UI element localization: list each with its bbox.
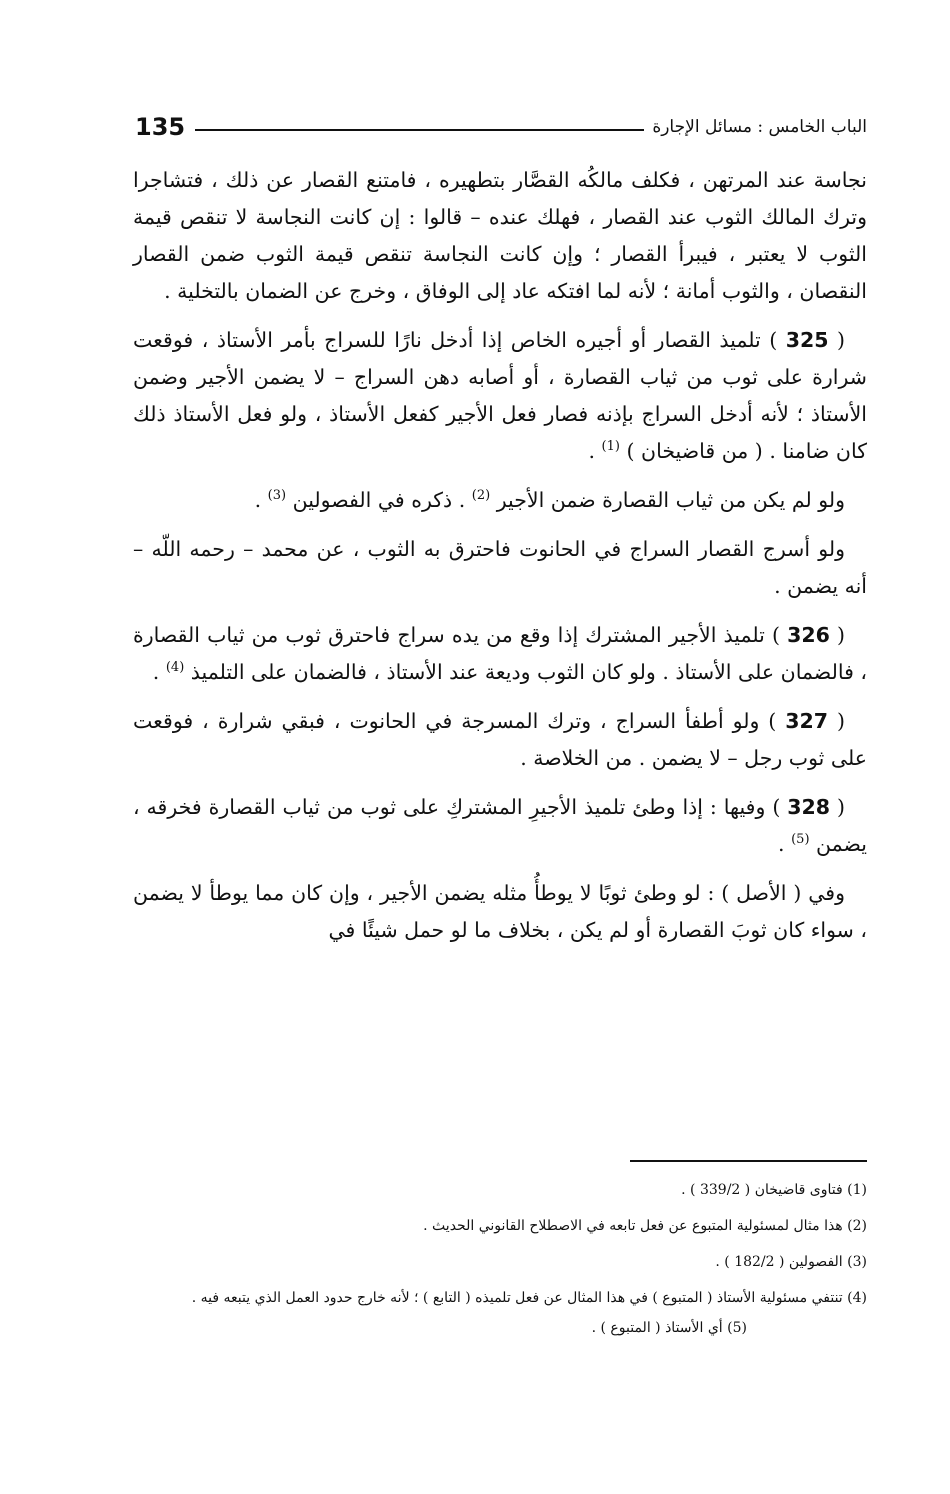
paragraph <box>133 162 867 310</box>
footnotes <box>133 1175 867 1349</box>
footnote-ref[interactable]: (2) <box>471 488 491 504</box>
chapter-title: الباب الخامس : مسائل الإجارة <box>652 117 867 137</box>
paragraph-text: تلميذ الأجير المشترك إذا وقع من يده سراج فاحترق ثوب من ثياب القصارة ، فالضمان على الأستاذ . ولو كان الثوب وديعة عند الأستاذ ، فالضمان على التلميذ <box>133 623 867 684</box>
footnote-ref[interactable]: (4) <box>165 660 185 676</box>
paragraph-entry-328: ( 328 ) وفيها : إذا وطئ تلميذ الأجيرِ المشتركِ على ثوب من ثياب القصارة فخرقه ، يضمن $^{(5)}$ . <box>133 795 867 856</box>
entry-number: 325 <box>785 328 829 352</box>
entry-number: 326 <box>787 623 830 647</box>
paragraph-text: تلميذ القصار أو أجيره الخاص إذا أدخل نارًا للسراج بأمر الأستاذ ، فوقعت شرارة على ثوب من ثياب القصارة ، أو أصابه دهن السراج – لا يضمن الأجير وضمن الأستاذ ؛ لأنه أدخل السراج بإذنه فصار فعل الأجير كفعل الأستاذ ، ولو فعل الأستاذ ذلك كان ضامنا . ( من قاضيخان ) <box>133 328 867 463</box>
paragraph-text: وفيها : إذا وطئ تلميذ الأجيرِ المشتركِ على ثوب من ثياب القصارة فخرقه ، يضمن <box>133 795 867 856</box>
paragraph <box>133 531 867 605</box>
paragraph-text: نجاسة عند المرتهن ، فكلف مالكُه القصَّار بتطهيره ، فامتنع القصار عن ذلك ، فتشاجرا وترك المالك الثوب عند القصار ، فهلك عنده – قالوا : إن كانت النجاسة لا تنقص قيمة الثوب لا يعتبر ، فيبرأ القصار ؛ وإن كانت النجاسة تنقص قيمة الثوب ضمن القصار النقصان ، والثوب أمانة ؛ لأنه لما افتكه عاد إلى الوفاق ، وخرج عن الضمان بالتخلية . <box>133 168 867 303</box>
main-text <box>133 162 867 961</box>
paragraph-tail: . <box>778 832 792 856</box>
footnote-ref[interactable]: (5) <box>791 832 810 848</box>
footnote-ref[interactable]: (3) <box>267 488 287 504</box>
footnote-3: (3) الفصولين ( 182/2 ) . <box>715 1254 867 1270</box>
paragraph-entry-327: ( 327 ) ولو أطفأ السراج ، وترك المسرجة في الحانوت ، فبقي شرارة ، فوقعت على ثوب رجل – لا يضمن . من الخلاصة . <box>133 709 867 770</box>
paragraph-tail: . <box>254 488 268 512</box>
footnote-1: (1) فتاوى قاضيخان ( 339/2 ) . <box>681 1182 867 1198</box>
running-header <box>135 112 867 142</box>
paragraph <box>133 482 867 519</box>
footnote-ref[interactable]: (1) <box>601 439 620 455</box>
footnote-divider <box>630 1160 867 1162</box>
paragraph-tail: . <box>588 439 602 463</box>
footnote-4: (4) تنتفي مسئولية الأستاذ ( المتبوع ) في هذا المثال عن فعل تلميذه ( التابع ) ؛ لأنه خارج حدود العمل الذي يتبعه فيه . <box>191 1290 867 1306</box>
paragraph-entry-325: ( 325 ) تلميذ القصار أو أجيره الخاص إذا أدخل نارًا للسراج بأمر الأستاذ ، فوقعت شرارة على ثوب من ثياب القصارة ، أو أصابه دهن السراج – لا يضمن الأجير وضمن الأستاذ ؛ لأنه أدخل السراج بإذنه فصار فعل الأجير كفعل الأستاذ ، ولو فعل الأستاذ ذلك كان ضامنا . ( من قاضيخان ) $^{(1)}$ . <box>133 328 867 463</box>
paragraph-text: وفي ( الأصل ) : لو وطئ ثوبًا لا يوطأُ مثله يضمن الأجير ، وإن كان مما يوطأ لا يضمن ، سواء كان ثوبَ القصارة أو لم يكن ، بخلاف ما لو حمل شيئًا في <box>133 881 867 942</box>
paragraph-text: ولو لم يكن من ثياب القصارة ضمن الأجير <box>496 488 845 512</box>
paragraph-entry-326: ( 326 ) تلميذ الأجير المشترك إذا وقع من يده سراج فاحترق ثوب من ثياب القصارة ، فالضمان على الأستاذ . ولو كان الثوب وديعة عند الأستاذ ، فالضمان على التلميذ $^{(4)}$ . <box>133 623 867 684</box>
page-number: 135 <box>135 113 186 141</box>
entry-number: 327 <box>785 709 829 733</box>
paragraph-text: ولو أطفأ السراج ، وترك المسرجة في الحانوت ، فبقي شرارة ، فوقعت على ثوب رجل – لا يضمن . من الخلاصة . <box>133 709 867 770</box>
header-rule <box>195 129 644 131</box>
footnote-2: (2) هذا مثال لمسئولية المتبوع عن فعل تابعه في الاصطلاح القانوني الحديث . <box>423 1218 867 1234</box>
footnote-5: (5) أي الأستاذ ( المتبوع ) . <box>591 1320 747 1336</box>
entry-number: 328 <box>787 795 831 819</box>
paragraph-text: ولو أسرج القصار السراج في الحانوت فاحترق به الثوب ، عن محمد – رحمه اللّه – أنه يضمن . <box>133 537 867 598</box>
paragraph-tail: . ذكره في الفصولين <box>292 488 472 512</box>
footnote-4-and-5 <box>133 1283 867 1343</box>
paragraph-tail: . <box>152 660 166 684</box>
paragraph <box>133 875 867 949</box>
